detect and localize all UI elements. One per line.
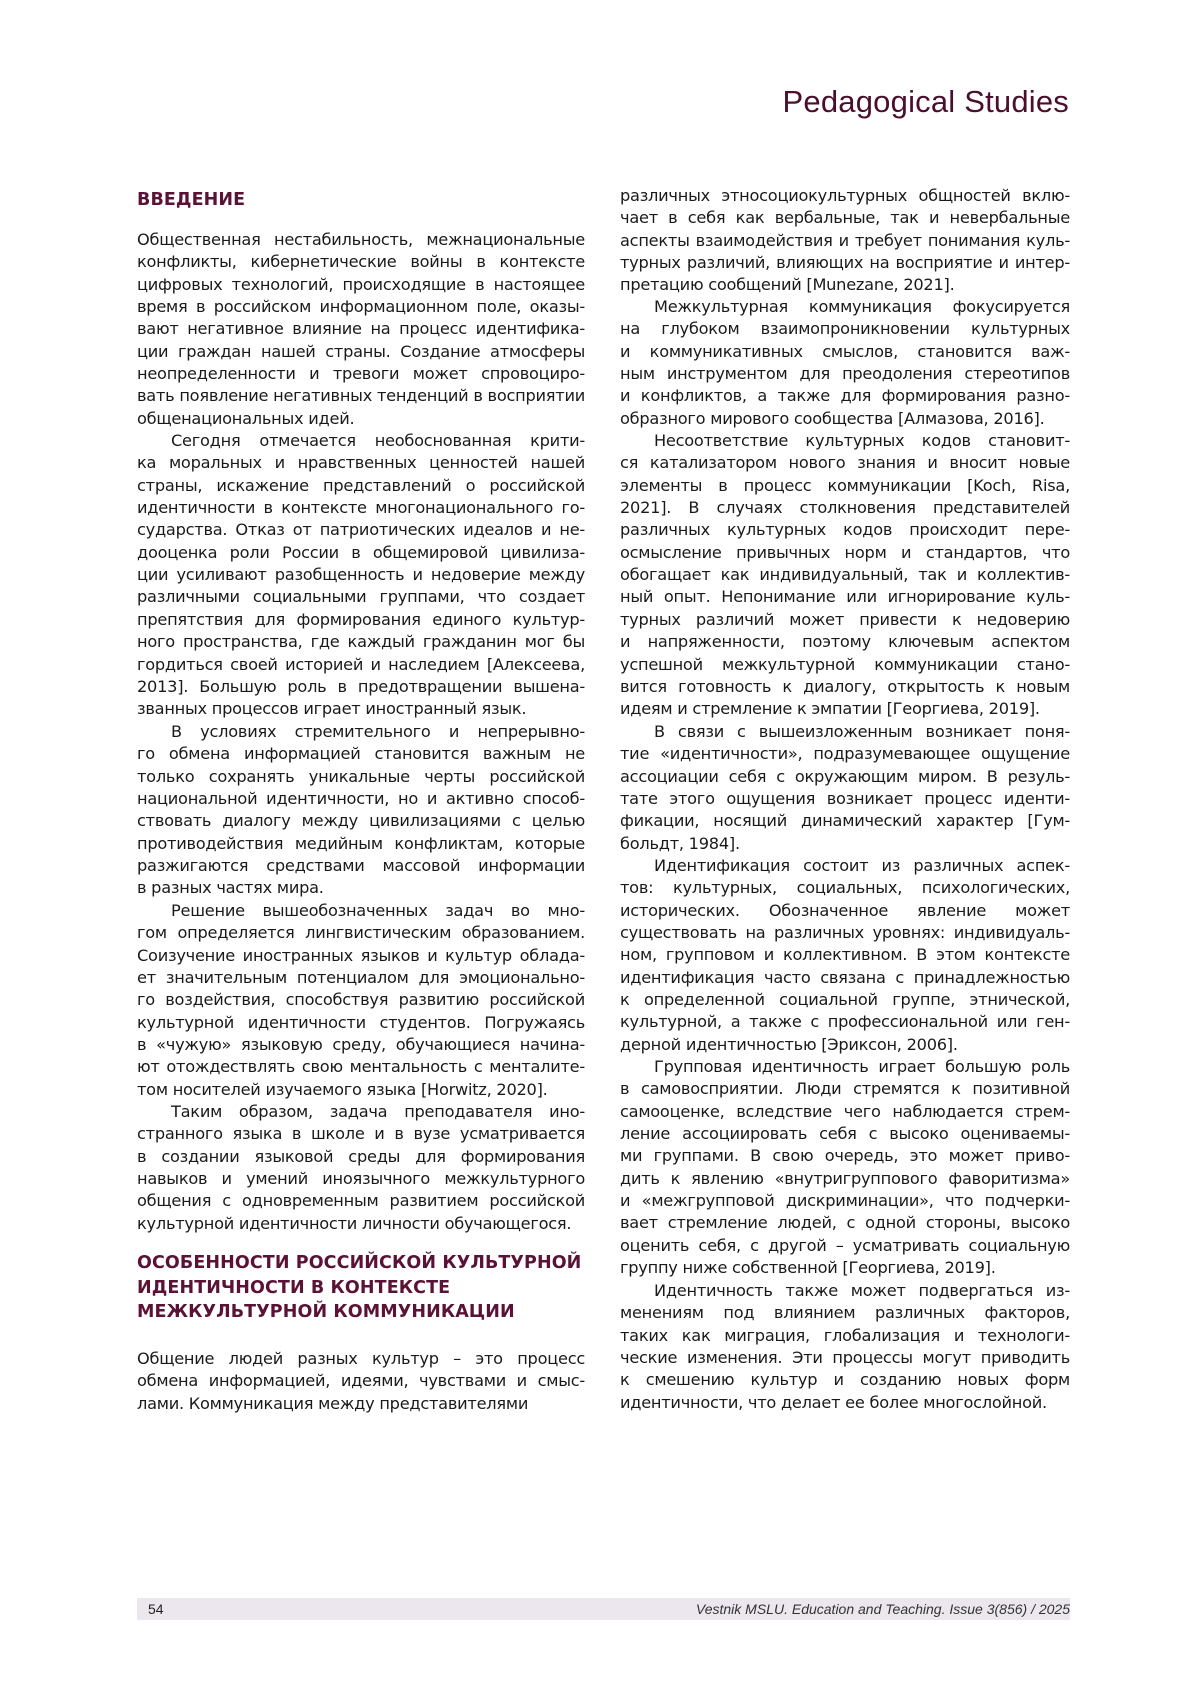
paragraph-line: гордиться своей историей и наследием [Алексеева,: [137, 654, 585, 674]
paragraph-line: лами. Коммуникация между представителями: [137, 1393, 529, 1413]
running-head: Pedagogical Studies: [782, 84, 1069, 119]
paragraph-line: национальной идентичности, но и активно способ-: [137, 789, 585, 809]
paragraph-line: странного языка в школе и в вузе усматривается: [137, 1124, 585, 1144]
paragraph-line: конфликты, кибернетические войны в контексте: [137, 252, 585, 272]
paragraph-line: на глубоком взаимопроникновении культурных: [620, 319, 1070, 339]
page-footer: [137, 1598, 1070, 1620]
paragraph-line: Групповая идентичность играет большую роль: [654, 1057, 1070, 1076]
paragraph-line: ном, групповом и коллективном. В этом контексте: [620, 945, 1070, 965]
paragraph-line: самооценке, вследствие чего наблюдается стрем-: [620, 1101, 1070, 1121]
paragraph-line: го обмена информацией становится важным не: [137, 744, 585, 764]
paragraph-line: сударства. Отказ от патриотических идеалов и не-: [137, 520, 585, 540]
paragraph-line: больдт, 1984].: [620, 833, 740, 853]
heading-line: ИДЕНТИЧНОСТИ В КОНТЕКСТЕ: [137, 1277, 451, 1298]
paragraph-line: турных различий может привести к недоверию: [620, 609, 1070, 629]
paragraph-line: общения с одновременным развитием российской: [137, 1191, 585, 1211]
paragraph-line: цифровых технологий, происходящие в настоящее: [137, 274, 585, 294]
paragraph-line: чает в себя как вербальные, так и невербальные: [620, 208, 1070, 228]
paragraph-line: в самовосприятии. Люди стремятся к позитивной: [620, 1079, 1070, 1099]
paragraph-line: гом определяется лингвистическим образованием.: [137, 923, 585, 943]
paragraph-line: тов: культурных, социальных, психологических,: [620, 878, 1070, 898]
paragraph-line: и конфликтов, а также для формирования разно-: [620, 386, 1070, 406]
paragraph-line: 2013]. Большую роль в предотвращении вышена-: [137, 676, 585, 696]
paragraph-line: и «межгрупповой дискриминации», что подчерки-: [620, 1191, 1070, 1211]
paragraph-line: ют отождествлять свою ментальность с менталите-: [137, 1057, 585, 1077]
heading-line: МЕЖКУЛЬТУРНОЙ КОММУНИКАЦИИ: [137, 1302, 515, 1322]
paragraph-line: существовать на различных уровнях: индивидуаль-: [620, 923, 1070, 943]
paragraph-line: культурной идентичности личности обучающегося.: [137, 1213, 572, 1233]
journal-citation: Vestnik MSLU. Education and Teaching. Issue 3(856) / 2025: [695, 1601, 1070, 1617]
paragraph-line: тие «идентичности», подразумевающее ощущение: [620, 744, 1070, 764]
paragraph-line: разжигаются средствами массовой информации: [137, 856, 585, 876]
paragraph-line: го воздействия, способствуя развитию российской: [137, 990, 585, 1010]
paragraph-line: навыков и умений иноязычного межкультурного: [137, 1169, 585, 1189]
paragraph-line: ление ассоциировать себя с высоко оцениваемы-: [620, 1124, 1070, 1144]
paragraph-line: в «чужую» языковую среду, обучающиеся начина-: [137, 1035, 585, 1055]
paragraph-line: различными социальными группами, что создает: [137, 587, 585, 607]
paragraph-line: ассоциации себя с окружающим миром. В резуль-: [620, 766, 1070, 786]
paragraph-line: элементы в процесс коммуникации [Koch, Risa,: [620, 475, 1070, 495]
paragraph-line: ции усиливают разобщенность и недоверие между: [137, 565, 585, 585]
paragraph-line: культурной, а также с профессиональной или ген-: [620, 1012, 1070, 1032]
paragraph-line: вают негативное влияние на процесс идентифика-: [137, 319, 585, 339]
heading-line: ОСОБЕННОСТИ РОССИЙСКОЙ КУЛЬТУРНОЙ: [137, 1253, 582, 1273]
paragraph-line: обогащает как индивидуальный, так и коллектив-: [620, 565, 1070, 585]
section-heading-identity: [137, 1251, 597, 1325]
paragraph-line: Соизучение иностранных языков и культур облада-: [137, 945, 585, 965]
paragraph-line: Несоответствие культурных кодов становит-: [654, 431, 1070, 450]
paragraph-line: дооценка роли России в общемировой цивилиза-: [137, 542, 585, 562]
paragraph-line: только сохранять уникальные черты российской: [137, 766, 585, 786]
paragraph-line: В связи с вышеизложенным возникает поня-: [654, 722, 1070, 741]
paragraph-line: аспекты взаимодействия и требует понимания куль-: [620, 230, 1070, 250]
paragraph-line: препятствия для формирования единого культур-: [137, 609, 585, 629]
paragraph-line: противодействия медийным конфликтам, которые: [137, 833, 585, 853]
paragraph-line: Таким образом, задача преподавателя ино-: [171, 1102, 585, 1121]
paragraph-line: к определенной социальной группе, этнической,: [620, 990, 1070, 1010]
paragraph-line: в разных частях мира.: [137, 878, 324, 898]
paragraph-line: осмысление привычных норм и стандартов, что: [620, 542, 1070, 562]
paragraph-line: группу ниже собственной [Георгиева, 2019].: [620, 1258, 996, 1278]
paragraph-line: общенациональных идей.: [137, 408, 355, 428]
paragraph-line: время в российском информационном поле, оказы-: [137, 297, 585, 317]
paragraph-line: ся катализатором нового знания и вносит новые: [620, 453, 1070, 473]
paragraph-line: вает стремление людей, с одной стороны, высоко: [620, 1213, 1070, 1233]
paragraph-line: к смешению культур и созданию новых форм: [620, 1370, 1070, 1390]
paragraph-line: неопределенности и тревоги может спровоциро-: [137, 364, 585, 384]
paragraph-line: идентичности, что делает ее более многослойной.: [620, 1392, 1047, 1412]
paragraph-line: ным инструментом для преодоления стереотипов: [620, 364, 1070, 384]
paragraph-line: и коммуникативных смыслов, становится важ-: [620, 341, 1070, 361]
paragraph-line: ции граждан нашей страны. Создание атмосферы: [137, 341, 585, 361]
paragraph-line: ного пространства, где каждый гражданин мог бы: [137, 632, 585, 652]
paragraph-line: вится готовность к диалогу, открытость к новым: [620, 676, 1070, 696]
paragraph-line: Решение вышеобозначенных задач во мно-: [171, 901, 585, 920]
paragraph-line: таких как миграция, глобализация и технологи-: [620, 1325, 1070, 1345]
paragraph-line: различных культурных кодов происходит пере-: [620, 520, 1070, 540]
paragraph-line: ми группами. В свою очередь, это может приво-: [620, 1146, 1070, 1166]
paragraph-line: оценить себя, с другой – усматривать социальную: [620, 1235, 1070, 1255]
paragraph-line: Общение людей разных культур – это процесс: [137, 1349, 585, 1368]
paragraph-line: обмена информацией, идеями, чувствами и смыс-: [137, 1371, 585, 1391]
paragraph-line: исторических. Обозначенное явление может: [620, 900, 1070, 920]
paragraph-line: вать появление негативных тенденций в восприятии: [137, 386, 585, 406]
paragraph-line: ка моральных и нравственных ценностей нашей: [137, 453, 585, 473]
paragraph-line: званных процессов играет иностранный язык.: [137, 699, 527, 719]
page-number: 54: [148, 1601, 164, 1617]
paragraph-line: Межкультурная коммуникация фокусируется: [654, 297, 1070, 316]
paragraph-line: Общественная нестабильность, межнациональные: [137, 230, 585, 249]
paragraph-line: менениям под влиянием различных факторов,: [620, 1303, 1070, 1323]
paragraph-line: ный опыт. Непонимание или игнорирование куль-: [620, 587, 1070, 607]
paragraph-line: ствовать диалогу между цивилизациями с целью: [137, 811, 585, 831]
paragraph-line: В условиях стремительного и непрерывно-: [171, 722, 585, 741]
paragraph-line: идентификация часто связана с принадлежностью: [620, 967, 1070, 987]
paragraph-line: дерной идентичностью [Эриксон, 2006].: [620, 1034, 958, 1054]
paragraph-line: культурной идентичности студентов. Погружаясь: [137, 1012, 585, 1032]
paragraph-line: дить к явлению «внутригруппового фаворитизма»: [620, 1168, 1070, 1188]
paragraph-line: идеям и стремление к эмпатии [Георгиева, 2019].: [620, 699, 1040, 719]
paragraph-line: ческие изменения. Эти процессы могут приводить: [620, 1348, 1070, 1368]
paragraph-line: в создании языковой среды для формирования: [137, 1146, 585, 1166]
paragraph-line: турных различий, влияющих на восприятие и интер-: [620, 253, 1070, 273]
paragraph-line: фикации, носящий динамический характер [Гум-: [620, 811, 1070, 831]
paragraph-line: Идентификация состоит из различных аспек-: [654, 856, 1070, 875]
paragraph-line: страны, искажение представлений о российской: [137, 475, 585, 495]
paragraph-line: претацию сообщений [Munezane, 2021].: [620, 275, 955, 295]
paragraph-line: успешной межкультурной коммуникации стано-: [620, 654, 1070, 674]
section-heading-introduction: ВВЕДЕНИЕ: [137, 190, 246, 210]
paragraph-line: идентичности в контексте многонационального го-: [137, 498, 585, 518]
paragraph-line: том носителей изучаемого языка [Horwitz, 2020].: [137, 1079, 548, 1099]
paragraph-line: Сегодня отмечается необоснованная крити-: [171, 431, 585, 450]
paragraph-line: и напряженности, поэтому ключевым аспектом: [620, 632, 1070, 652]
paragraph-line: различных этносоциокультурных общностей вклю-: [620, 186, 1070, 205]
paragraph-line: 2021]. В случаях столкновения представителей: [620, 498, 1070, 518]
paragraph-line: Идентичность также может подвергаться из-: [654, 1281, 1070, 1300]
paragraph-line: ет значительным потенциалом для эмоционально-: [137, 968, 585, 988]
paragraph-line: тате этого ощущения возникает процесс иденти-: [620, 789, 1070, 809]
paragraph-line: образного мирового сообщества [Алмазова, 2016].: [620, 408, 1045, 428]
